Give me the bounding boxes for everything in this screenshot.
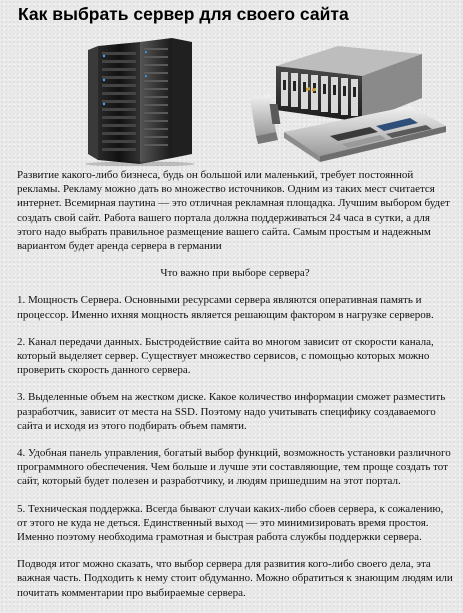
point-support: 5. Техническая поддержка. Всегда бывают случаи каких-либо сбоев сервера, к сожалению, от этого не куда не деться. Единственный выход — это минимизировать время простоя. Именно поэтому необходима грамотная и быстрая работа службы поддержки сервера. [17, 502, 444, 544]
server-hardware-image [80, 36, 450, 166]
article-title: Как выбрать сервер для своего сайта [18, 4, 349, 24]
point-power: 1. Мощность Сервера. Основными ресурсами сервера являются оперативная память и процессор. Именно ихняя мощность является решающим фактором в нагрузке серверов. [17, 294, 434, 321]
blade-module-illustration [250, 94, 280, 144]
conclusion-paragraph: Подводя итог можно сказать, что выбор сервера для развития кого-либо своего дела, эта важная часть. Подходить к нему стоит обдуманно. Можно обратиться к знающим людям или почитать комментарии про выбираемые сервера. [17, 558, 453, 599]
server-racks-illustration [85, 38, 195, 166]
intro-paragraph: Развитие какого-либо бизнеса, будь он большой или маленький, требует постоянной рекламы. Рекламу можно дать во множество источников. Одним из таких мест считается интернет. Всемирная паутина — это отличная рекламная площадка. Лучшим выбором будет создать свой сайт. Работа вашего портала должна поддерживаться 24 часа в сутки, а для этого надо выбрать правильное размещение вашего сайта. Самым простым и надежным вариантом будет аренда сервера в германии [17, 169, 450, 253]
section-question: Что важно при выборе сервера? [160, 267, 310, 280]
point-panel: 4. Удобная панель управления, богатый выбор функций, возможность установки различного программного обеспечения. Чем больше и лучше эти составляющие, тем проще создать тот сайт, который будет полезен и разработчику, и людям пришедшим на этот портал. [17, 447, 451, 488]
point-channel: 2. Канал передачи данных. Быстродействие сайта во многом зависит от скорости канала, который выделяет сервер. Существует множество сервисов, с помощью которых можно проверить скорость данного сервера. [17, 335, 434, 377]
article-body [17, 168, 453, 613]
point-disk: 3. Выделенные объем на жестком диске. Какое количество информации сможет разместить разработчик, зависит от места на SSD. Поэтому надо учитывать специфику создаваемого сайта и исходя из этого подбирать объем памяти. [17, 391, 446, 432]
